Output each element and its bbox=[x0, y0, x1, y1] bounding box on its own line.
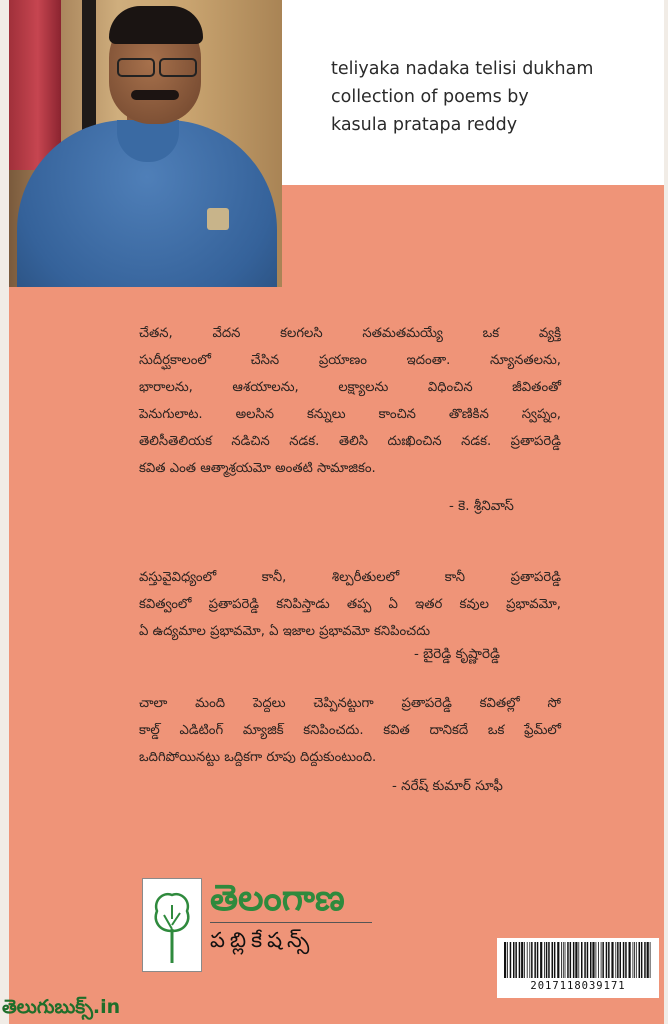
book-author-line: kasula pratapa reddy bbox=[331, 115, 518, 135]
barcode-bar bbox=[581, 942, 583, 978]
publisher-logo bbox=[142, 878, 372, 988]
barcode-bar bbox=[510, 942, 512, 978]
barcode-bar bbox=[602, 942, 604, 978]
blurb-line: చాలా మంది పెద్దలు చెప్పినట్టుగా ప్రతాపరెడ్డి కవితల్లో సో bbox=[139, 696, 561, 711]
barcode-bars bbox=[503, 942, 653, 978]
barcode-bar bbox=[611, 942, 613, 978]
barcode-bar bbox=[507, 942, 508, 978]
barcode-bar bbox=[515, 942, 517, 978]
blurb-line: ఒదిగిపోయినట్టు ఒద్దికగా రూపు దిద్దుకుంటుంది. bbox=[139, 750, 377, 765]
barcode-bar bbox=[615, 942, 616, 978]
barcode-bar bbox=[567, 942, 569, 978]
barcode-bar bbox=[601, 942, 602, 978]
blurb-3-author: - నరేష్ కుమార్ సూఫీ bbox=[392, 778, 503, 794]
book-title-line: teliyaka nadaka telisi dukham bbox=[331, 59, 594, 79]
blurb-2 bbox=[139, 564, 561, 645]
publisher-divider bbox=[210, 922, 372, 923]
site-watermark: తెలుగుబుక్స్.in bbox=[2, 996, 121, 1018]
barcode-bar bbox=[578, 942, 579, 978]
barcode-bar bbox=[608, 942, 610, 978]
barcode-bar bbox=[546, 942, 548, 978]
blurb-line: కవిత ఎంత ఆత్మాశ్రయమో అంతటి సామాజికం. bbox=[139, 461, 376, 476]
barcode-bar bbox=[540, 942, 542, 978]
blurb-1 bbox=[139, 320, 561, 482]
barcode-bar bbox=[650, 942, 651, 978]
barcode-bar bbox=[552, 942, 554, 978]
barcode-bar bbox=[620, 942, 622, 978]
barcode-bar bbox=[504, 942, 506, 978]
barcode-bar bbox=[606, 942, 608, 978]
barcode-bar bbox=[524, 942, 525, 978]
barcode-bar bbox=[513, 942, 515, 978]
barcode-bar bbox=[587, 942, 589, 978]
barcode-bar bbox=[519, 942, 521, 978]
barcode-bar bbox=[527, 942, 528, 978]
blurb-line: భారాలను, ఆశయాలను, లక్ష్యాలను విధించిన జీవితంతో bbox=[139, 380, 561, 395]
barcode-bar bbox=[575, 942, 577, 978]
blurb-line: కాల్డ్ ఎడిటింగ్ మ్యాజిక్ కనిపించదు. కవిత దానికదే ఒక ఫ్రేమ్‌లో bbox=[139, 723, 561, 738]
barcode-bar bbox=[625, 942, 627, 978]
barcode-bar bbox=[641, 942, 643, 978]
barcode-bar bbox=[634, 942, 635, 978]
barcode-bar bbox=[563, 942, 564, 978]
barcode-bar bbox=[617, 942, 619, 978]
blurb-line: ఏ ఉద్యమాల ప్రభావమో, ఏ ఇజాల ప్రభావమో కనిపించదు bbox=[139, 624, 431, 639]
blurb-line: చేతన, వేదన కలగలసి సతమతమయ్యే ఒక వ్యక్తి bbox=[139, 326, 561, 341]
barcode-bar bbox=[598, 942, 599, 978]
blurb-line: కవిత్వంలో ప్రతాపరెడ్డి కనిపిస్తాడు తప్ప ఏ ఇతర కవుల ప్రభావమో, bbox=[139, 597, 561, 612]
tree-icon bbox=[142, 878, 202, 972]
back-cover bbox=[9, 0, 664, 1024]
barcode-bar bbox=[557, 942, 559, 978]
publisher-name: తెలంగాణ bbox=[210, 878, 345, 919]
blurb-line: పెనుగులాట. అలసిన కన్నులు కాంచిన తొణికిన స్వప్నం, bbox=[139, 407, 561, 422]
barcode-bar bbox=[636, 942, 637, 978]
blurb-line: తెలిసీతెలియక నడిచిన నడక. తెలిసి దుఃఖించిన నడక. ప్రతాపరెడ్డి bbox=[139, 434, 561, 449]
barcode-bar bbox=[537, 942, 539, 978]
blurb-2-author: - బైరెడ్డి కృష్ణారెడ్డి bbox=[414, 646, 500, 662]
barcode-bar bbox=[623, 942, 625, 978]
barcode-bar bbox=[548, 942, 550, 978]
barcode-number: 2017118039171 bbox=[530, 980, 626, 992]
book-subtitle-line: collection of poems by bbox=[331, 87, 529, 107]
barcode-bar bbox=[534, 942, 536, 978]
author-photo bbox=[9, 0, 282, 287]
blurb-line: సుదీర్ఘకాలంలో చేసిన ప్రయాణం ఇదంతా. న్యూనతలను, bbox=[139, 353, 561, 368]
barcode-bar bbox=[565, 942, 566, 978]
isbn-barcode bbox=[497, 938, 659, 998]
barcode-bar bbox=[561, 942, 562, 978]
barcode-bar bbox=[592, 942, 594, 978]
barcode-bar bbox=[590, 942, 592, 978]
barcode-bar bbox=[531, 942, 533, 978]
publisher-sub: పబ్లికేషన్స్ bbox=[210, 928, 315, 952]
blurb-1-author: - కె. శ్రీనివాస్ bbox=[449, 498, 514, 514]
barcode-bar bbox=[529, 942, 530, 978]
barcode-bar bbox=[554, 942, 556, 978]
blurb-3 bbox=[139, 690, 561, 771]
blurb-line: వస్తువైవిధ్యంలో కానీ, శిల్పరీతులలో కానీ ప్రతాపరెడ్డి bbox=[139, 570, 561, 585]
barcode-bar bbox=[544, 942, 545, 978]
barcode-bar bbox=[521, 942, 523, 978]
barcode-bar bbox=[644, 942, 646, 978]
barcode-bar bbox=[596, 942, 597, 978]
barcode-bar bbox=[633, 942, 634, 978]
barcode-bar bbox=[570, 942, 572, 978]
barcode-bar bbox=[629, 942, 631, 978]
barcode-bar bbox=[639, 942, 641, 978]
book-title-block bbox=[331, 55, 661, 139]
barcode-bar bbox=[584, 942, 586, 978]
barcode-bar bbox=[573, 942, 575, 978]
barcode-bar bbox=[647, 942, 649, 978]
